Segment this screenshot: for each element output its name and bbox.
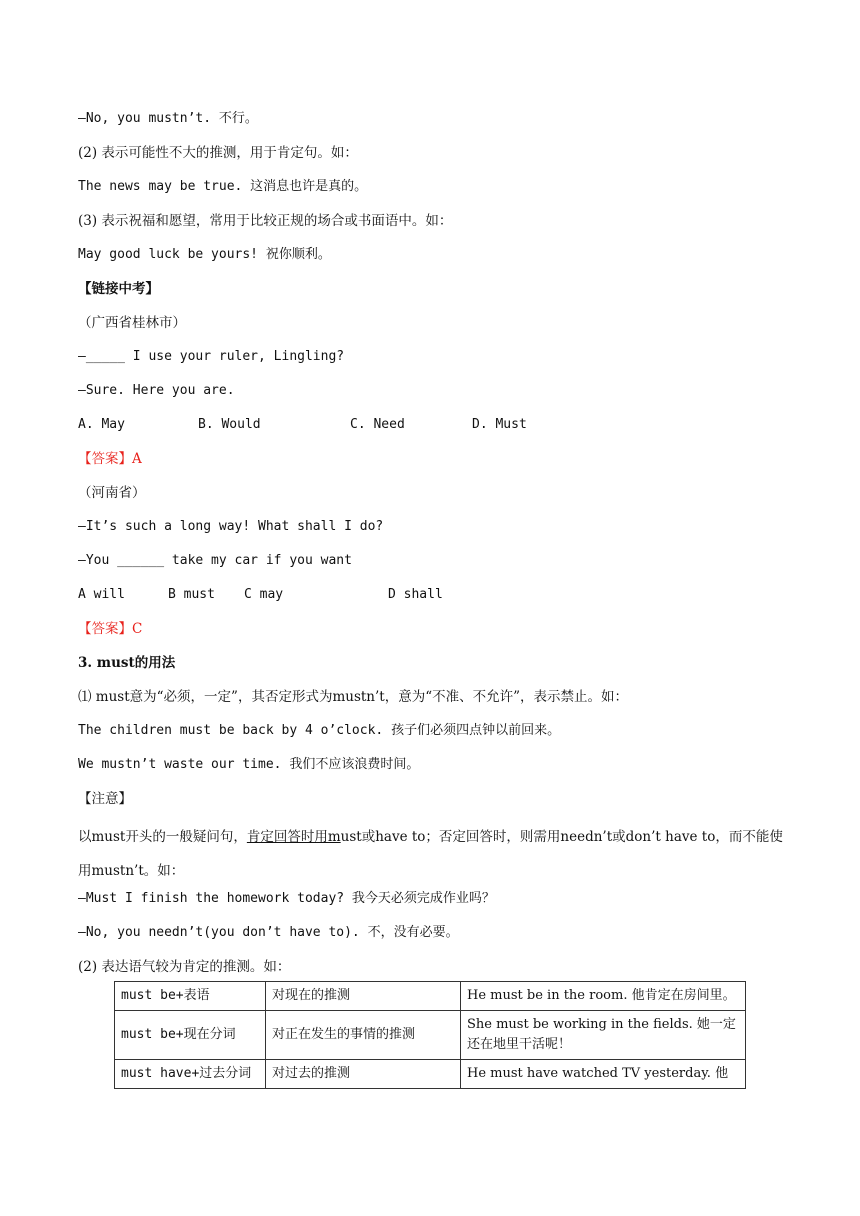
example-sentence: —Must I finish the homework today? 我今天必须完成作业吗？: [78, 891, 495, 906]
option-d: D. Must: [472, 417, 527, 432]
option-b: B. Would: [198, 417, 261, 432]
table-cell: 对正在发生的事情的推测: [266, 1011, 461, 1060]
note-text: 以must开头的一般疑问句，: [78, 829, 247, 845]
table-cell: She must be working in the fields. 她一定还在地里干活呢！: [461, 1011, 746, 1060]
table-cell: 对过去的推测: [266, 1060, 461, 1089]
note-underlined-text: 肯定回答时用m: [246, 829, 341, 845]
table-cell: He must have watched TV yesterday. 他: [461, 1060, 746, 1089]
question-source: （广西省桂林市）: [78, 315, 186, 331]
table-cell: He must be in the room. 他肯定在房间里。: [461, 982, 746, 1011]
option-a: A will: [78, 587, 125, 602]
answer-label: 【答案】A: [78, 451, 142, 467]
table-cell: must have+过去分词: [115, 1060, 266, 1089]
example-sentence: May good luck be yours! 祝你顺利。: [78, 247, 331, 262]
usage-point-2: (2) 表示可能性不大的推测，用于肯定句。如：: [78, 145, 358, 161]
question-line: —It’s such a long way! What shall I do?: [78, 519, 384, 534]
option-c: C. Need: [350, 417, 405, 432]
table-cell: must be+表语: [115, 982, 266, 1011]
usage-point-3: (3) 表示祝福和愿望，常用于比较正规的场合或书面语中。如：: [78, 213, 453, 229]
question-line: —Sure. Here you are.: [78, 383, 235, 398]
note-text: ust或have to；否定回答时，则需用needn’t或don’t have to，而不能使用mustn’t。如：: [78, 829, 783, 879]
example-sentence: —No, you needn’t(you don’t have to). 不，没有必要。: [78, 925, 459, 940]
usage-table: [114, 981, 746, 1089]
question-line: —_____ I use your ruler, Lingling?: [78, 349, 345, 364]
usage-point-1: ⑴ must意为“必须，一定”，其否定形式为mustn’t，意为“不准、不允许”，表示禁止。如：: [78, 689, 629, 705]
table-cell: 对现在的推测: [266, 982, 461, 1011]
table-row: [115, 982, 746, 1011]
question-source: （河南省）: [78, 485, 146, 501]
section-heading: 3. must的用法: [78, 655, 176, 671]
option-a: A. May: [78, 417, 125, 432]
option-c: C may: [244, 587, 284, 602]
section-heading: 【链接中考】: [78, 281, 159, 297]
option-d: D shall: [388, 587, 443, 602]
example-sentence: We mustn’t waste our time. 我们不应该浪费时间。: [78, 757, 420, 772]
note-heading: 【注意】: [78, 791, 132, 807]
example-sentence: The news may be true. 这消息也许是真的。: [78, 179, 368, 194]
question-line: —You ______ take my car if you want: [78, 553, 352, 568]
answer-label: 【答案】C: [78, 621, 143, 637]
table-row: [115, 1060, 746, 1089]
example-sentence: The children must be back by 4 o’clock. 孩子们必须四点钟以前回来。: [78, 723, 561, 738]
note-paragraph: [78, 820, 788, 888]
table-cell: must be+现在分词: [115, 1011, 266, 1060]
dialog-line: —No, you mustn’t. 不行。: [78, 111, 258, 126]
option-b: B must: [168, 587, 215, 602]
table-row: [115, 1011, 746, 1060]
usage-point-2: (2) 表达语气较为肯定的推测。如：: [78, 959, 291, 975]
